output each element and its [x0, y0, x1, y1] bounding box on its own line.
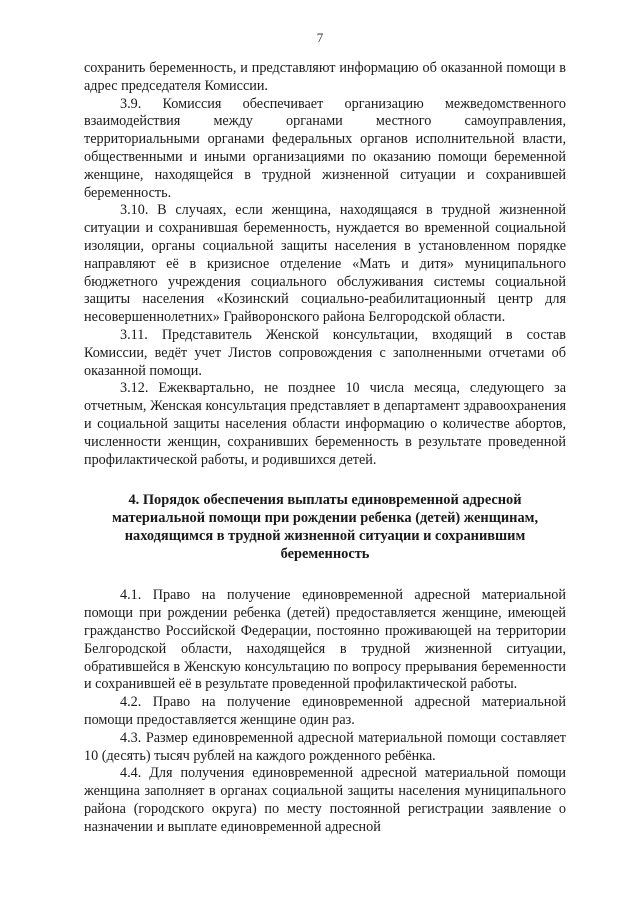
page-number: 7 [316, 30, 324, 45]
paragraph-3-10: 3.10. В случаях, если женщина, находящаяся в трудной жизненной ситуации и сохранившая беременность, нуждается во временной социальной изоляции, органы социальной защиты населения в установленном порядке направляют её в кризисное отделение «Мать и дитя» муниципального бюджетного учреждения социального обслуживания системы социальной защиты населения «Козинский социально-реабилитационный центр для несовершеннолетних» Грайворонского района Белгородской области. [84, 202, 566, 326]
paragraph-3-9: 3.9. Комиссия обеспечивает организацию межведомственного взаимодействия между органами местного самоуправления, территориальными органами федеральных органов исполнительной власти, общественными и иными организациями по оказанию помощи беременной женщине, находящейся в трудной жизненной ситуации и сохранившей беременность. [84, 95, 566, 201]
paragraph-3-11: 3.11. Представитель Женской консультации, входящий в состав Комиссии, ведёт учет Листов сопровождения с заполненными отчетами об оказанной помощи. [84, 326, 566, 379]
paragraph-3-12: 3.12. Ежеквартально, не позднее 10 числа месяца, следующего за отчетным, Женская консультация представляет в департамент здравоохранения и социальной защиты населения области информацию о количестве абортов, численности женщин, сохранивших беременность в результате проведенной профилактической работы, и родившихся детей. [84, 380, 566, 468]
paragraph-4-4: 4.4. Для получения единовременной адресной материальной помощи женщина заполняет в органах социальной защиты населения муниципального района (городского округа) по месту постоянной регистрации заявление о назначении и выплате единовременной адресной [84, 765, 566, 835]
paragraph-4-3: 4.3. Размер единовременной адресной материальной помощи составляет 10 (десять) тысяч рублей на каждого рожденного ребёнка. [84, 729, 566, 764]
paragraph-continuation: сохранить беременность, и представляют информацию об оказанной помощи в адрес председателя Комиссии. [84, 60, 566, 94]
section-4-heading: 4. Порядок обеспечения выплаты единовременной адресной материальной помощи при рождении ребенка (детей) женщинам, находящимся в трудной жизненной ситуации и сохранившим беременность [111, 492, 539, 563]
paragraph-4-2: 4.2. Право на получение единовременной адресной материальной помощи предоставляется женщине один раз. [84, 694, 566, 728]
paragraph-4-1: 4.1. Право на получение единовременной адресной материальной помощи при рождении ребенка (детей) предоставляется женщине, имеющей гражданство Российской Федерации, постоянно проживающей на территории Белгородской области, находящейся в трудной жизненной ситуации, обратившейся в Женскую консультацию по вопросу прерывания беременности и сохранившей её в результате проведенной профилактической работы. [84, 587, 566, 693]
document-body [84, 60, 566, 836]
